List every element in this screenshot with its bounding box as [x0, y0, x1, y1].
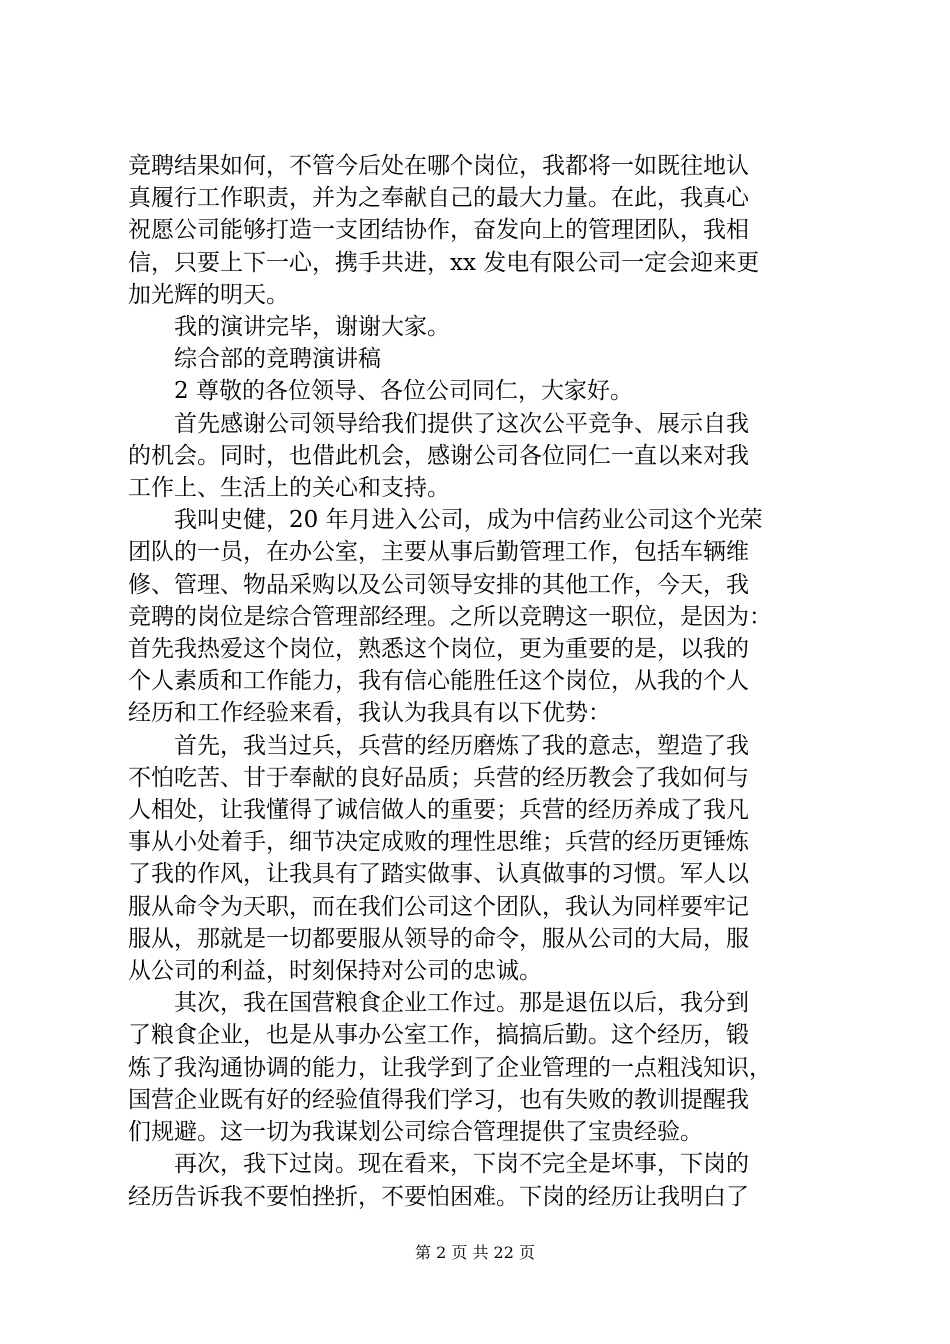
text-line: 首先，我当过兵，兵营的经历磨炼了我的意志，塑造了我 — [174, 732, 749, 759]
page-footer: 第 2 页 共 22 页 — [415, 1243, 535, 1262]
text-line: 个人素质和工作能力，我有信心能胜任这个岗位，从我的个人 — [128, 668, 749, 695]
paragraph — [128, 311, 834, 343]
paragraph — [128, 150, 834, 311]
text-line: 信，只要上下一心，携手共进，xx 发电有限公司一定会迎来更 — [128, 249, 760, 276]
text-line: 经历和工作经验来看，我认为我具有以下优势： — [128, 700, 611, 727]
text-line: 团队的一员，在办公室，主要从事后勤管理工作，包括车辆维 — [128, 539, 749, 566]
text-line: 了我的作风，让我具有了踏实做事、认真做事的习惯。军人以 — [128, 861, 749, 888]
text-line: 其次，我在国营粮食企业工作过。那是退伍以后，我分到 — [174, 990, 749, 1017]
paragraph — [128, 987, 834, 1148]
text-line: 经历告诉我不要怕挫折，不要怕困难。下岗的经历让我明白了 — [128, 1183, 749, 1210]
document-body — [128, 150, 834, 1213]
text-line: 加光辉的明天。 — [128, 281, 289, 308]
text-line: 了粮食企业，也是从事办公室工作，搞搞后勤。这个经历，锻 — [128, 1022, 749, 1049]
text-line: 首先感谢公司领导给我们提供了这次公平竞争、展示自我 — [174, 410, 749, 437]
text-line: 人相处，让我懂得了诚信做人的重要；兵营的经历养成了我凡 — [128, 797, 749, 824]
paragraph — [128, 1148, 834, 1212]
paragraph — [128, 375, 834, 407]
text-line: 修、管理、物品采购以及公司领导安排的其他工作，今天，我 — [128, 571, 749, 598]
text-line: 国营企业既有好的经验值得我们学习，也有失败的教训提醒我 — [128, 1086, 749, 1113]
text-line: 综合部的竞聘演讲稿 — [174, 346, 381, 373]
text-line: 工作上、生活上的关心和支持。 — [128, 475, 450, 502]
text-line: 祝愿公司能够打造一支团结协作，奋发向上的管理团队，我相 — [128, 217, 749, 244]
text-line: 竞聘的岗位是综合管理部经理。之所以竞聘这一职位，是因为： — [128, 603, 772, 630]
text-line: 们规避。这一切为我谋划公司综合管理提供了宝贵经验。 — [128, 1119, 703, 1146]
text-line: 的机会。同时，也借此机会，感谢公司各位同仁一直以来对我 — [128, 442, 749, 469]
text-line: 竞聘结果如何，不管今后处在哪个岗位，我都将一如既往地认 — [128, 153, 749, 179]
text-line: 再次，我下过岗。现在看来，下岗不完全是坏事，下岗的 — [174, 1151, 749, 1178]
text-line: 真履行工作职责，并为之奉献自己的最大力量。在此，我真心 — [128, 185, 749, 212]
text-line: 首先我热爱这个岗位，熟悉这个岗位，更为重要的是，以我的 — [128, 636, 749, 663]
text-line: 我叫史健，20 年月进入公司，成为中信药业公司这个光荣 — [174, 507, 763, 534]
text-line: 事从小处着手，细节决定成败的理性思维；兵营的经历更锤炼 — [128, 829, 749, 856]
paragraph — [128, 408, 834, 505]
text-line: 从公司的利益，时刻保持对公司的忠诚。 — [128, 958, 542, 985]
text-line: 2 尊敬的各位领导、各位公司同仁，大家好。 — [174, 378, 633, 405]
paragraph — [128, 343, 834, 375]
text-line: 炼了我沟通协调的能力，让我学到了企业管理的一点粗浅知识， — [128, 1054, 772, 1081]
text-line: 服从命令为天职，而在我们公司这个团队，我认为同样要牢记 — [128, 893, 749, 920]
text-line: 服从，那就是一切都要服从领导的命令，服从公司的大局，服 — [128, 925, 749, 952]
text-line: 不怕吃苦、甘于奉献的良好品质；兵营的经历教会了我如何与 — [128, 764, 749, 791]
text-line: 我的演讲完毕，谢谢大家。 — [174, 314, 450, 341]
paragraph — [128, 504, 834, 729]
paragraph — [128, 730, 834, 988]
